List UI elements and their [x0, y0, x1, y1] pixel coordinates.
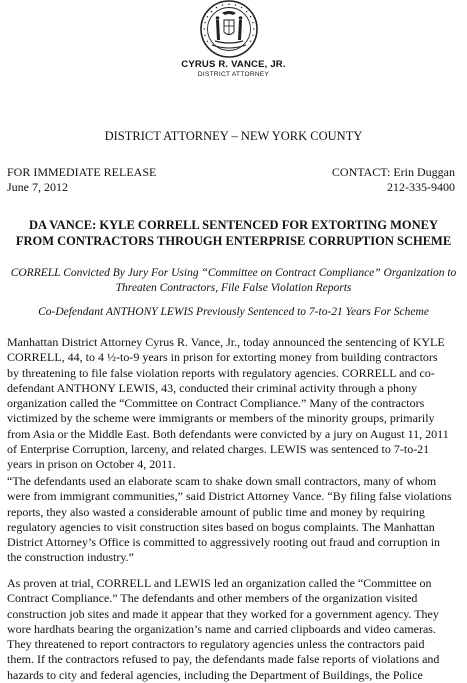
paragraph-line: “The defendants used an elaborate scam to shake down small contractors, many of whom: [7, 474, 437, 488]
district-attorney-name: CYRUS R. VANCE, JR.: [181, 59, 286, 70]
paragraph-line: victimized by the scheme were immigrants or members of the minority groups, primarily: [7, 411, 435, 426]
headline-line: DA VANCE: KYLE CORRELL SENTENCED FOR EXTORTING MONEY: [28, 218, 438, 232]
paragraph-line: years in prison on October 4, 2011.: [7, 457, 176, 472]
paragraph-line: Contract Compliance.” The defendants and other members of the organization visited: [7, 591, 418, 606]
subheadline-1: [0, 266, 467, 295]
subheadline-line: Threaten Contractors, File False Violation Reports: [115, 281, 352, 294]
paragraph-line: As proven at trial, CORRELL and LEWIS led an organization called the “Committee on: [7, 576, 432, 590]
paragraph-line: defendant ANTHONY LEWIS, 43, conducted their criminal activity through a phony: [7, 380, 418, 395]
paragraph-line: reports, they also wasted a considerable amount of public time and money by requiring: [7, 504, 425, 519]
paragraph-3: [7, 576, 463, 683]
paragraph-line: from Asia or the Middle East. Both defendants were convicted by a jury on August 11, 2011: [7, 426, 449, 441]
paragraph-line: wore hardhats bearing the organization’s name and carried clipboards and video cameras.: [7, 621, 436, 636]
paragraph-line: by threatening to file false violation reports with regulatory agencies. CORRELL and co-: [7, 365, 435, 380]
headline: [0, 218, 467, 249]
paragraph-line: were from immigrant communities,” said District Attorney Vance. “By filing false violations: [7, 489, 452, 504]
paragraph-line: construction job sites and made it appear that they worked for a government agency. They: [7, 606, 439, 621]
release-date: June 7, 2012: [7, 180, 68, 194]
paragraph-1: [7, 335, 463, 473]
paragraph-line: of Enterprise Corruption, larceny, and related charges. LEWIS was sentenced to 7-to-21: [7, 442, 430, 457]
district-attorney-title: DISTRICT ATTORNEY: [197, 71, 270, 78]
headline-line: FROM CONTRACTORS THROUGH ENTERPRISE CORRUPTION SCHEME: [15, 233, 452, 248]
city-seal-logo: [200, 0, 258, 58]
release-type: FOR IMMEDIATE RELEASE: [7, 165, 157, 179]
paragraph-line: them. If the contractors refused to pay, the defendants made false reports of violations and: [7, 652, 440, 667]
release-info: [7, 165, 156, 195]
paragraph-line: organization called the “Committee on Contract Compliance.” Many of the contractors: [7, 396, 425, 411]
contact-phone: 212-335-9400: [387, 180, 455, 194]
paragraph-line: the construction industry.”: [7, 550, 134, 565]
paragraph-2: [7, 474, 463, 566]
paragraph-line: regulatory agencies to visit construction sites based on bogus complaints. The Manhattan: [7, 519, 435, 534]
paragraph-line: They threatened to report contractors to regulatory agencies unless the contractors paid: [7, 637, 425, 652]
paragraph-line: CORRELL, 44, to 4 ½-to-9 years in prison for extorting money from building contractors: [7, 350, 438, 365]
office-heading: DISTRICT ATTORNEY – NEW YORK COUNTY: [104, 129, 363, 143]
contact-info: [332, 165, 455, 195]
subheadline-line: CORRELL Convicted By Jury For Using “Committee on Contract Compliance” Organization to: [10, 267, 457, 279]
paragraph-line: hazards to city and federal agencies, including the Department of Buildings, the Police: [7, 667, 423, 682]
contact-name: CONTACT: Erin Duggan: [331, 165, 455, 179]
paragraph-line: Manhattan District Attorney Cyrus R. Vance, Jr., today announced the sentencing of KYLE: [7, 335, 445, 349]
paragraph-line: District Attorney’s Office is committed to aggressively rooting out fraud and corruption in: [7, 535, 441, 550]
subheadline-2: Co-Defendant ANTHONY LEWIS Previously Sentenced to 7-to-21 Years For Scheme: [38, 306, 429, 318]
